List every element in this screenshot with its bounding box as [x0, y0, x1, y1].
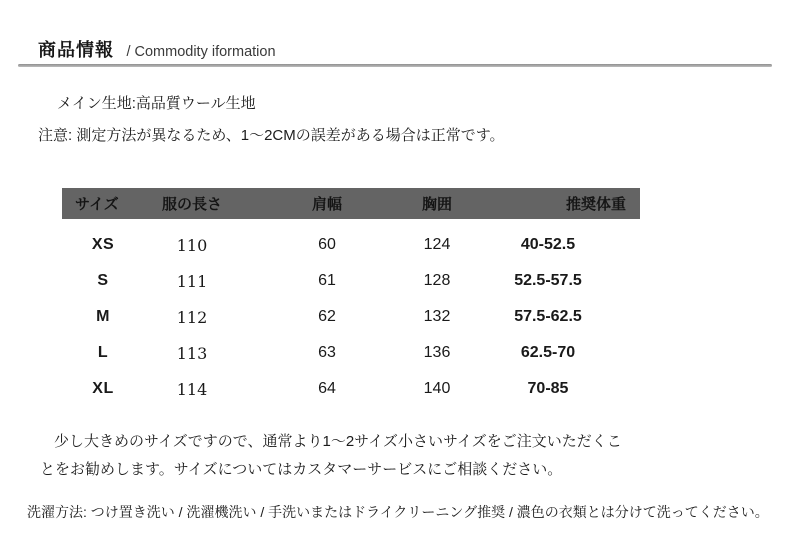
size-table-row-xs: [62, 227, 640, 263]
size-table-row-xl: [62, 371, 640, 407]
table-spacer-row: [62, 219, 640, 227]
size-table-cell: 136: [423, 344, 451, 361]
size-advice-line1: 少し大きめのサイズですので、通常より1～2サイズ小さいサイズをご注文いただくこ: [54, 433, 622, 450]
size-table-cell: 63: [318, 344, 336, 361]
size-table-header-chest: 胸囲: [421, 196, 452, 213]
size-table-cell: 57.5-62.5: [514, 308, 582, 325]
size-advice-line2: とをお勧めします。サイズについてはカスタマーサービスにご相談ください。: [40, 461, 563, 478]
size-table-cell: 52.5-57.5: [514, 272, 582, 289]
size-table-cell: 113: [176, 343, 208, 363]
size-table-cell: 140: [423, 380, 451, 397]
size-table-cell: 64: [318, 380, 336, 397]
size-table-cell: 124: [423, 236, 451, 253]
page-header: [38, 36, 276, 62]
size-table-cell: XL: [92, 380, 114, 397]
size-table-cell: XS: [91, 236, 115, 253]
size-table-header-size: サイズ: [75, 196, 119, 213]
size-table-cell: 40-52.5: [520, 236, 576, 253]
size-table-row-s: [62, 263, 640, 299]
size-table-cell: 114: [176, 379, 208, 399]
size-advice-text: [40, 428, 622, 484]
size-table-cell: 128: [423, 272, 451, 289]
size-table-header-shoulder: 肩幅: [311, 196, 342, 213]
size-table-row-m: [62, 299, 640, 335]
section-title-jp: 商品情報: [38, 40, 114, 60]
size-table-cell: 112: [176, 307, 208, 327]
size-table-cell: S: [97, 272, 109, 289]
section-title-en: / Commodity iformation: [126, 44, 276, 60]
size-table-row-l: [62, 335, 640, 371]
size-table-cell: 132: [423, 308, 451, 325]
size-table-cell: 111: [176, 271, 208, 291]
size-table-cell: M: [96, 308, 110, 325]
measurement-notice-text: 注意: 測定方法が異なるため、1～2CMの誤差がある場合は正常です。: [38, 127, 505, 144]
size-table-cell: 62.5-70: [520, 344, 576, 361]
size-table: [62, 188, 640, 407]
header-divider: [18, 64, 772, 67]
size-table-header-row: [62, 188, 640, 219]
size-table-cell: 110: [176, 235, 208, 255]
size-table-header-length: 服の長さ: [161, 196, 222, 213]
size-table-cell: 60: [318, 236, 336, 253]
size-table-cell: 62: [318, 308, 336, 325]
size-table-cell: L: [97, 344, 109, 361]
size-table-cell: 61: [318, 272, 336, 289]
washing-instructions-text: 洗濯方法: つけ置き洗い / 洗濯機洗い / 手洗いまたはドライクリーニング推奨 / 濃色の衣類とは分けて洗ってください。: [27, 504, 769, 520]
size-table-header-weight: 推奨体重: [565, 196, 626, 213]
size-table-cell: 70-85: [527, 380, 569, 397]
fabric-info-text: メイン生地:高品質ウール生地: [57, 95, 256, 112]
